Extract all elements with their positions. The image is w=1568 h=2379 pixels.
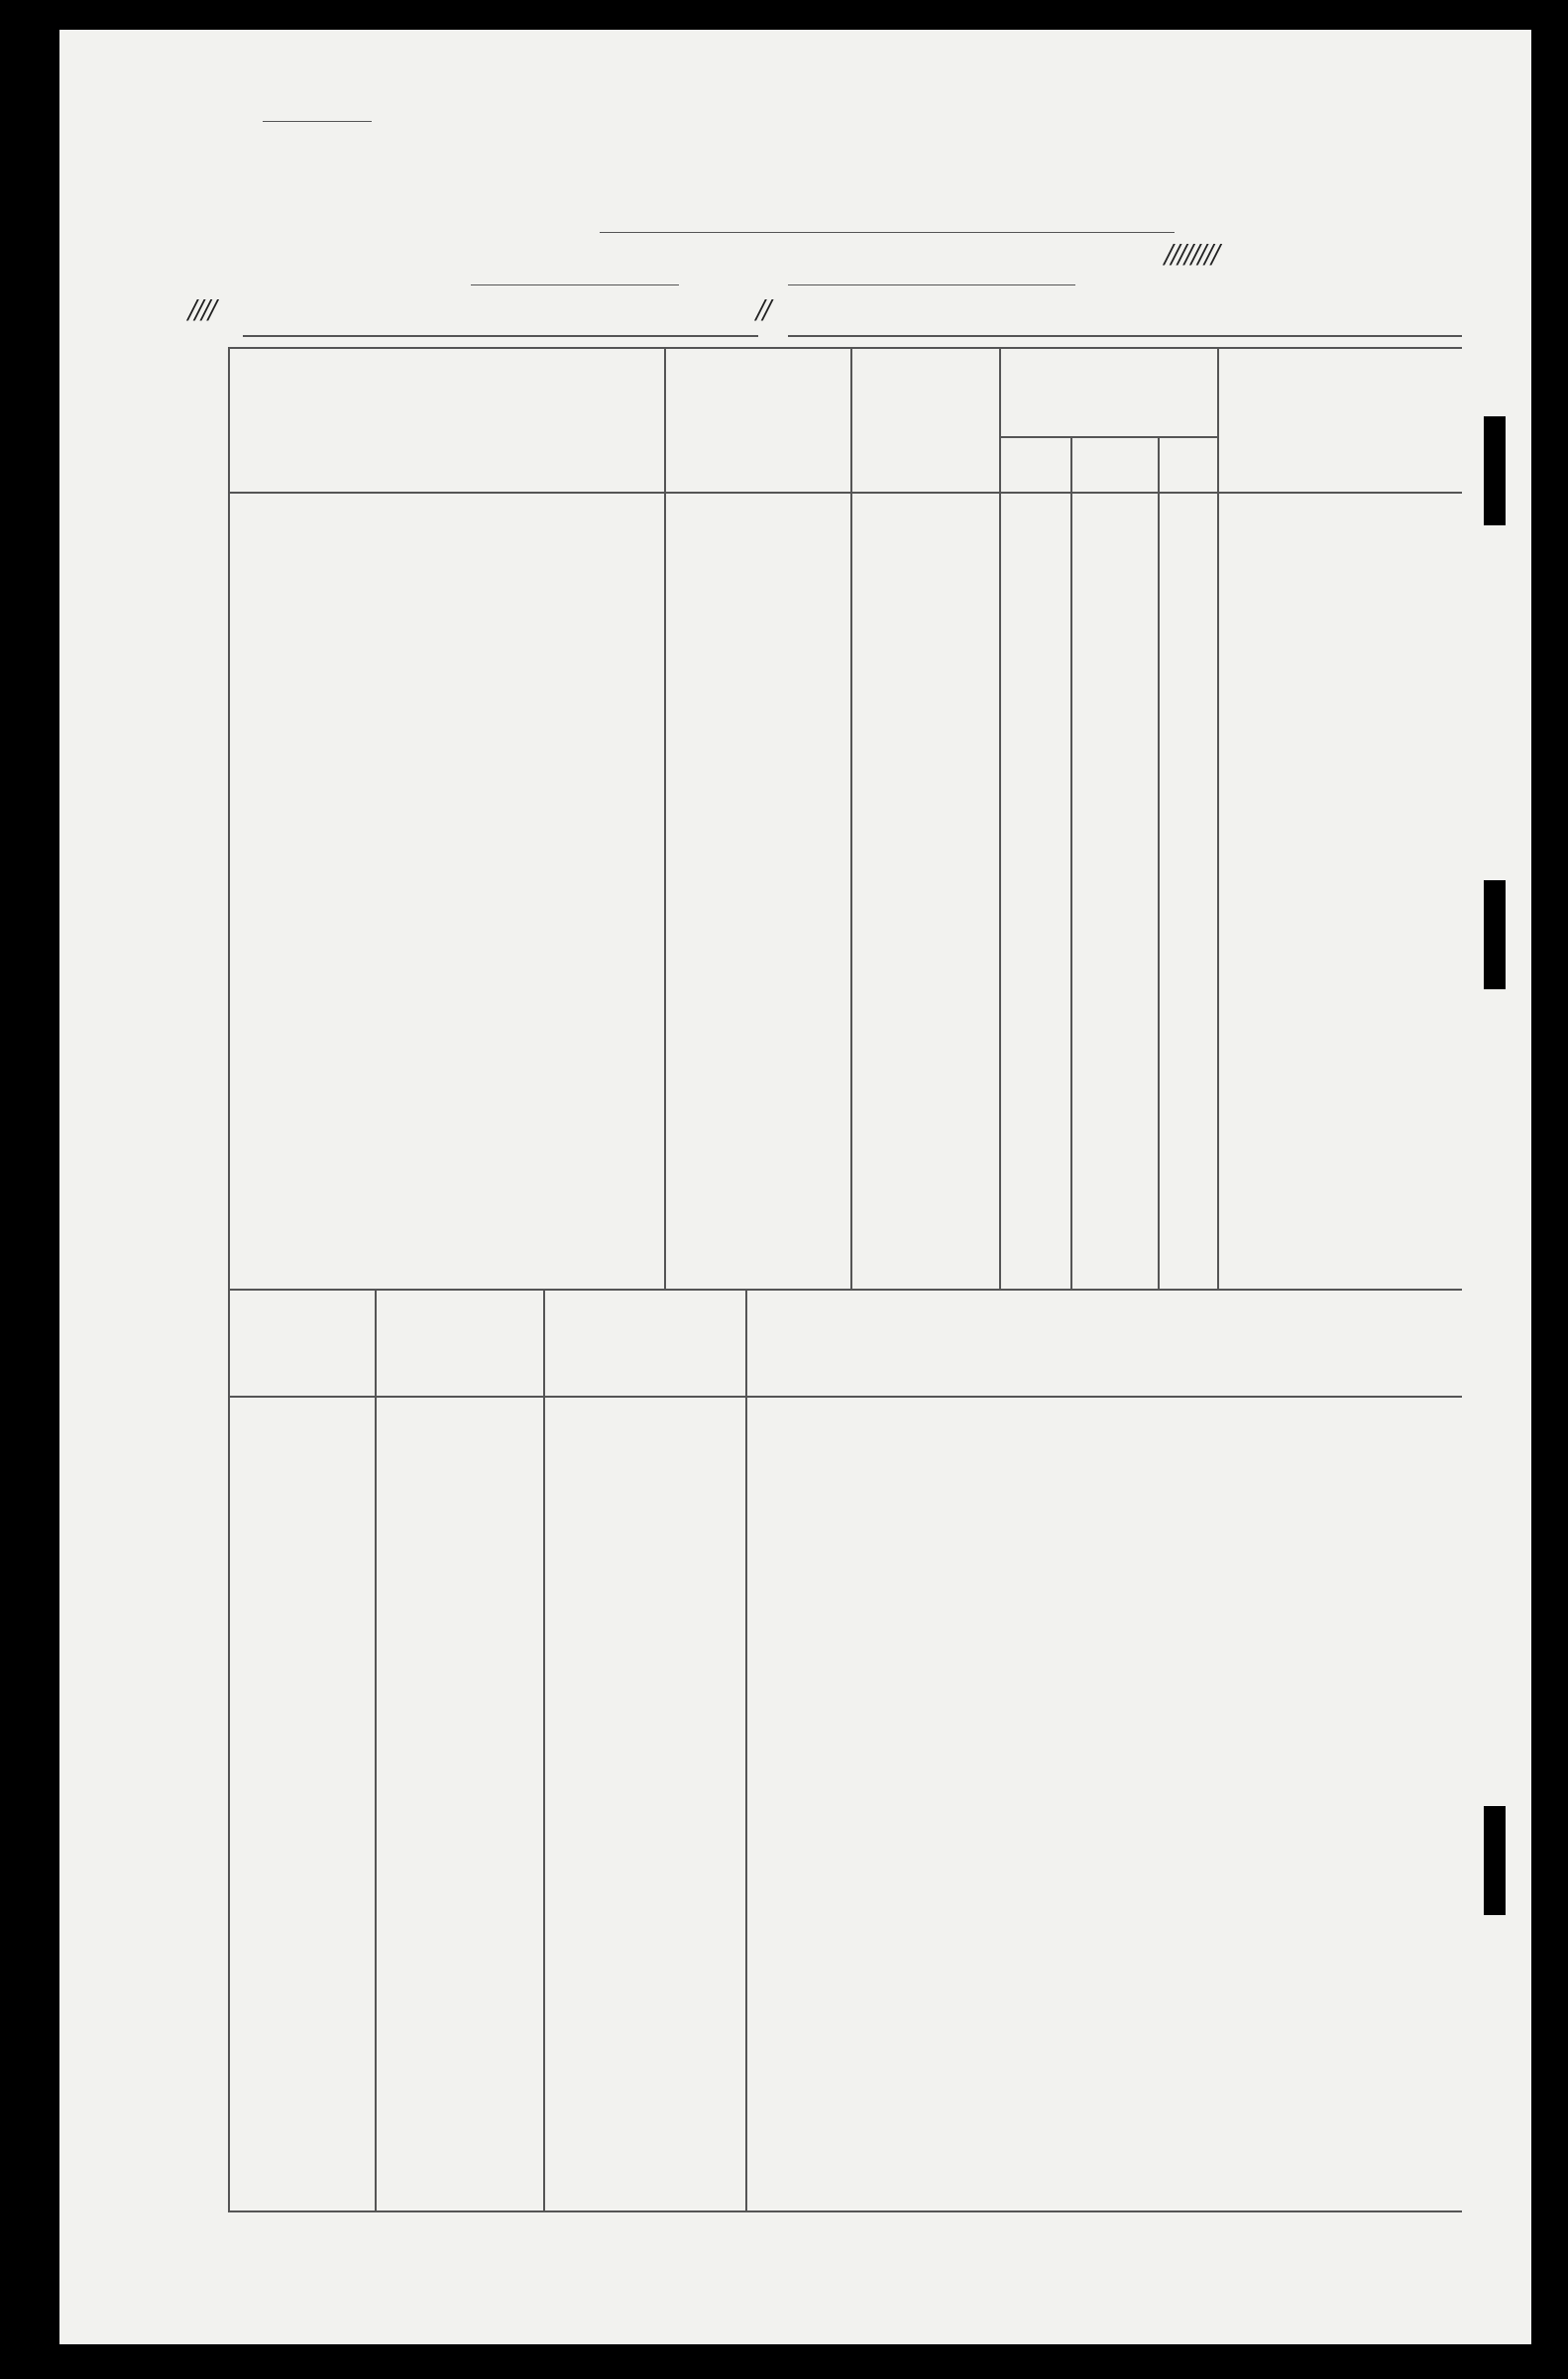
to-scribble: // — [756, 295, 770, 325]
binder-clip-middle — [1484, 880, 1506, 989]
from-line — [243, 335, 758, 337]
page-number — [263, 121, 372, 122]
col8-col9-divider — [745, 1289, 747, 2210]
col6-col7-divider — [375, 1289, 377, 2210]
col4-sub-divider — [999, 436, 1217, 438]
bottom-left-border — [228, 1289, 230, 2210]
bottom-table-end — [228, 2210, 1462, 2212]
bottom-header-divider — [228, 1396, 1462, 1398]
top-left-border — [228, 347, 230, 1289]
col1-col2-divider — [664, 347, 666, 1289]
binder-clip-bottom — [1484, 1806, 1506, 1915]
col2-col3-divider — [850, 347, 852, 1289]
col4-day-month-divider — [1070, 436, 1072, 1289]
sailing-scribble: //////// — [1165, 240, 1219, 270]
document-page — [59, 30, 1531, 2344]
ship-name-line — [600, 200, 1175, 233]
top-table-border — [228, 347, 1462, 349]
col4-month-year-divider — [1158, 436, 1160, 1289]
col3-col4-divider — [999, 347, 1001, 1289]
col7-col8-divider — [543, 1289, 545, 2210]
from-scribble: //// — [188, 295, 216, 325]
bottom-table-border — [228, 1289, 1462, 1291]
top-header-divider — [228, 492, 1462, 494]
col4-col5-divider — [1217, 347, 1219, 1289]
binder-clip-top — [1484, 416, 1506, 525]
day-line — [471, 253, 679, 285]
month-line — [788, 253, 1075, 285]
to-line — [788, 335, 1462, 337]
